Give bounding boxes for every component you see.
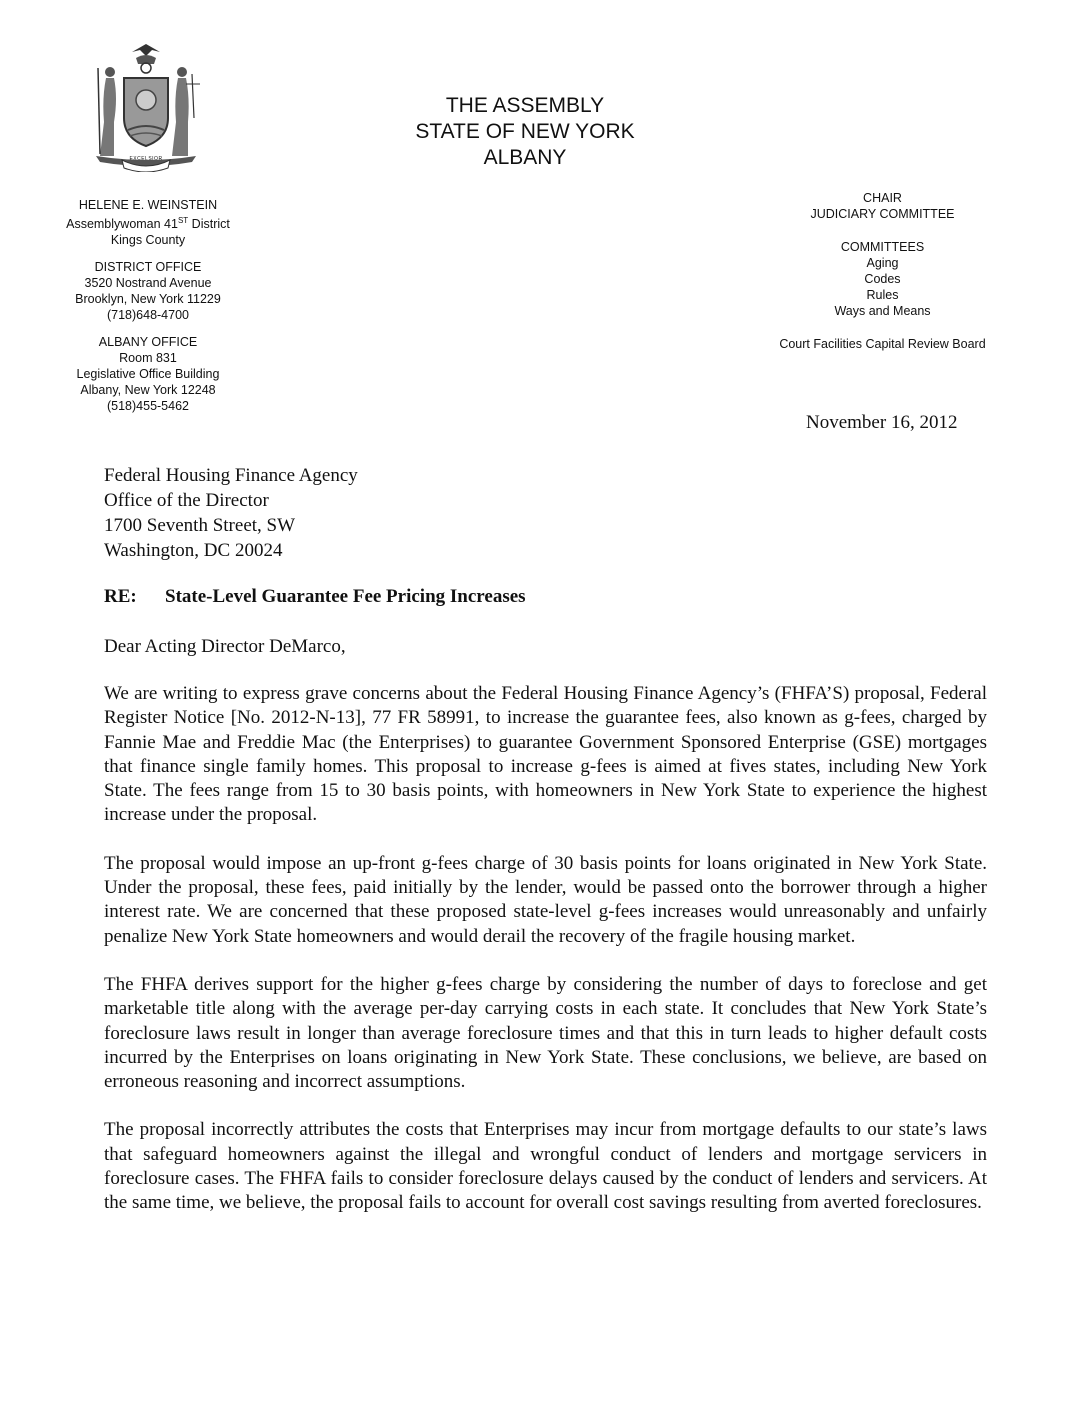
committees-block xyxy=(755,239,1010,319)
member-name: HELENE E. WEINSTEIN xyxy=(78,198,218,212)
recipient-line: Office of the Director xyxy=(104,490,269,511)
body-paragraph: We are writing to express grave concerns about the Federal Housing Finance Agency’s (FHFA’S) proposal, Federal Register Notice [No. 2012-N-13], 77 FR 58991, to increase the guarantee fees, also known as g-fees, charged by Fannie Mae and Freddie Mac (the Enterprises) to guarantee Government Sponsored Enterprise (GSE) mortgages that finance single family homes. This proposal to increase g-fees is aimed at fives states, including New York State. The fees range from 15 to 30 basis points, with homeowners in New York State to experience the highest increase under the proposal. xyxy=(104,683,987,826)
chair-line-1: CHAIR xyxy=(863,191,902,205)
committee-item: Aging xyxy=(866,256,899,270)
albany-office-building: Legislative Office Building xyxy=(76,367,220,382)
subject-label: RE: xyxy=(104,586,137,607)
district-office-address2: Brooklyn, New York 11229 xyxy=(75,292,221,307)
albany-office-city: Albany, New York 12248 xyxy=(80,383,216,398)
board-block xyxy=(755,336,1010,352)
committee-item: Ways and Means xyxy=(834,304,931,318)
letter-body xyxy=(104,682,987,1240)
albany-office-heading: ALBANY OFFICE xyxy=(98,335,198,350)
new-york-state-seal-icon xyxy=(84,38,208,172)
recipient-line: 1700 Seventh Street, SW xyxy=(104,515,296,536)
header-line-1: THE ASSEMBLY xyxy=(445,94,605,117)
district-sup: ST xyxy=(177,216,189,225)
committee-item: Rules xyxy=(866,288,899,302)
member-block xyxy=(48,197,248,248)
body-paragraph: The FHFA derives support for the higher g-fees charge by considering the number of days to foreclose and get marketable title along with the average per-day carrying costs in each state. It concludes that New York State’s foreclosure laws result in longer than average foreclosure times and that this in turn leads to higher default costs incurred by the Enterprises on loans originating in New York State. These conclusions, we believe, are based on erroneous reasoning and incorrect assumptions. xyxy=(104,973,987,1093)
subject-line xyxy=(104,586,526,608)
header-line-2: STATE OF NEW YORK xyxy=(415,120,635,143)
body-paragraph: The proposal would impose an up-front g-fees charge of 30 basis points for loans originated in New York State. Under the proposal, these fees, paid initially by the lender, would be passed onto the borrower through a higher interest rate. We are concerned that these proposed state-level g-fees increases would unreasonably and unfairly penalize New York State homeowners and would derail the recovery of the fragile housing market. xyxy=(104,852,987,947)
recipient-address xyxy=(104,463,358,563)
albany-office-block xyxy=(48,334,248,414)
state-seal xyxy=(84,38,208,172)
recipient-line: Federal Housing Finance Agency xyxy=(104,465,358,486)
letter-date: November 16, 2012 xyxy=(806,412,958,433)
board-name: Court Facilities Capital Review Board xyxy=(779,337,986,351)
body-paragraph: The proposal incorrectly attributes the costs that Enterprises may incur from mortgage defaults to our state’s laws that safeguard homeowners against the illegal and wrongful conduct of lenders and mortgage servicers in foreclosure cases. The FHFA fails to consider foreclosure delays caused by the conduct of lenders and servicers. At the same time, we believe, the proposal fails to account for overall cost savings resulting from averted foreclosures. xyxy=(104,1119,987,1214)
district-office-heading: DISTRICT OFFICE xyxy=(94,260,202,275)
district-suffix: District xyxy=(188,217,230,232)
assembly-header xyxy=(360,93,690,171)
member-county: Kings County xyxy=(110,233,186,248)
chair-block xyxy=(755,190,1010,222)
committee-info-column xyxy=(755,190,1010,369)
district-office-block xyxy=(48,259,248,323)
recipient-line: Washington, DC 20024 xyxy=(104,540,283,561)
district-office-address1: 3520 Nostrand Avenue xyxy=(84,276,212,291)
member-district xyxy=(48,213,248,232)
chair-line-2: JUDICIARY COMMITTEE xyxy=(810,207,955,221)
subject-text: State-Level Guarantee Fee Pricing Increases xyxy=(165,586,526,607)
albany-office-phone: (518)455-5462 xyxy=(106,399,189,414)
district-office-phone: (718)648-4700 xyxy=(106,308,189,323)
district-prefix: Assemblywoman 41 xyxy=(66,217,178,232)
seal-motto: EXCELSIOR xyxy=(129,156,163,162)
committees-heading: COMMITTEES xyxy=(840,240,925,254)
header-line-3: ALBANY xyxy=(483,146,567,169)
albany-office-room: Room 831 xyxy=(119,351,177,366)
committee-item: Codes xyxy=(864,272,901,286)
salutation: Dear Acting Director DeMarco, xyxy=(104,636,346,657)
member-info-column xyxy=(48,197,248,425)
